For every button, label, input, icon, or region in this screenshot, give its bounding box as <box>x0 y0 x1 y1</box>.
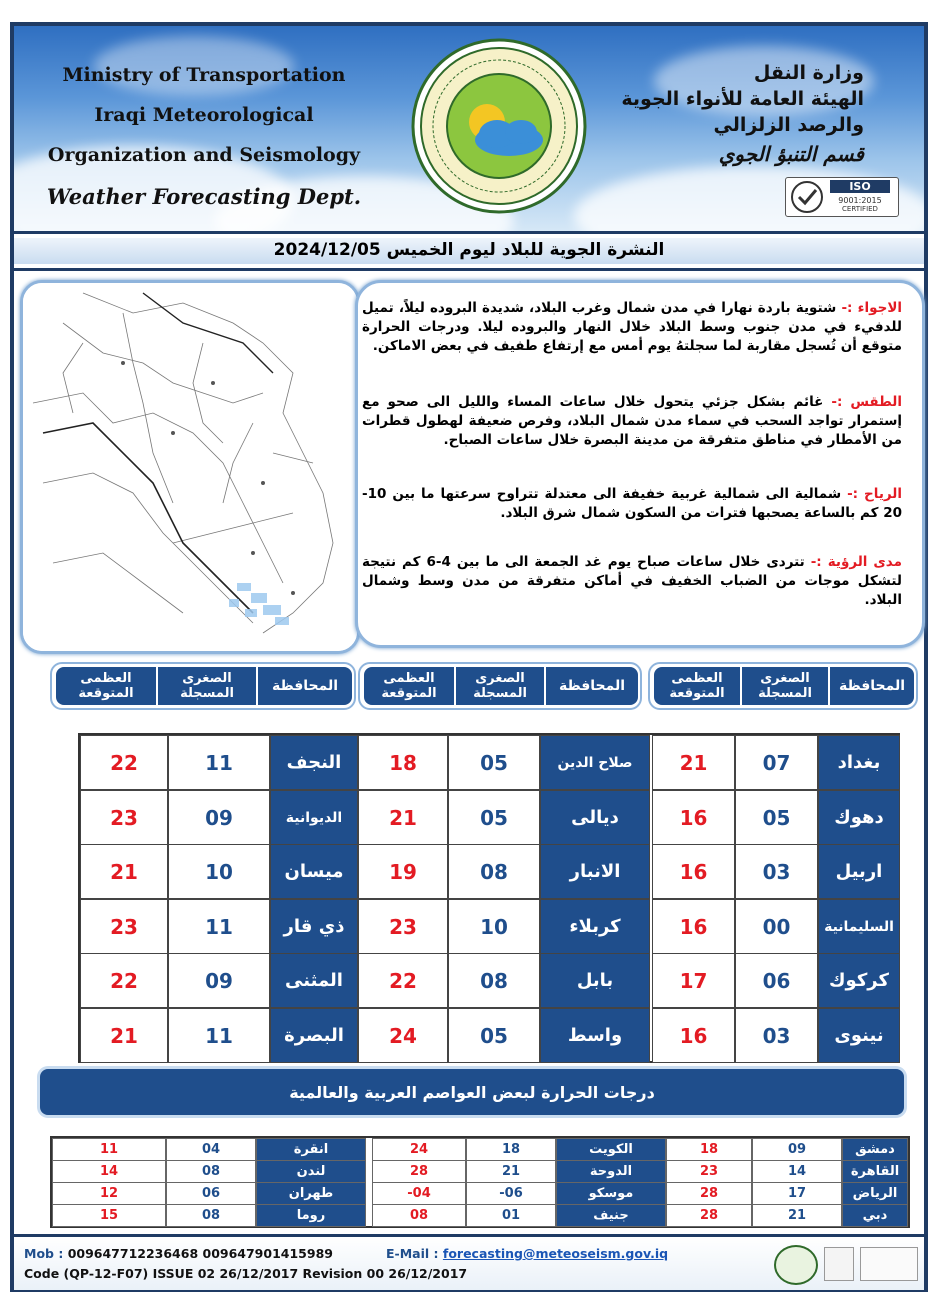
min-temp: 10 <box>168 844 270 899</box>
capital-max-temp: 14 <box>52 1160 166 1183</box>
weather-text: شتوية باردة نهارا في مدن شمال وغرب البلاد، شديدة البروده ليلاً، تميل للدفيء في مدن جنوب وسط البلاد خلال النهار والبروده ليلا. ودرجات الحرارة متوقع أن تُسجل مقاربة لما سجلتهُ يوم أمس مع إرتفاع طفيف في بعض الاماكن. <box>362 300 902 354</box>
min-temp: 00 <box>735 899 818 954</box>
forecast-condition-paragraph <box>362 393 902 450</box>
capital-min-temp: 21 <box>752 1204 842 1227</box>
province-name: الديوانية <box>270 790 358 845</box>
capital-max-temp: 24 <box>372 1138 466 1161</box>
min-temp: 03 <box>735 844 818 899</box>
capital-min-temp: 21 <box>466 1160 556 1183</box>
header-max: العظمى المتوقعة <box>56 667 156 705</box>
capital-name: جنيف <box>556 1204 666 1227</box>
capital-name: الدوحة <box>556 1160 666 1183</box>
province-name: السليمانية <box>818 899 900 954</box>
capital-max-temp: 28 <box>666 1182 752 1205</box>
iso-certified: CERTIFIED <box>842 205 878 213</box>
max-temp: 18 <box>358 735 448 790</box>
max-temp: 19 <box>358 844 448 899</box>
iso-certification-badge <box>785 177 899 217</box>
header-min: الصغرى المسجلة <box>456 667 544 705</box>
min-temp: 06 <box>735 953 818 1008</box>
province-name: بابل <box>540 953 650 1008</box>
capital-max-temp: 28 <box>666 1204 752 1227</box>
max-temp: 22 <box>358 953 448 1008</box>
forecast-visibility-paragraph <box>362 553 902 610</box>
capital-name: انقرة <box>256 1138 366 1161</box>
document-code: Code (QP-12-F07) ISSUE 02 26/12/2017 Revision 00 26/12/2017 <box>24 1266 468 1281</box>
department-name-ar: قسم التنبؤ الجوي <box>718 142 864 166</box>
max-temp: 22 <box>80 735 168 790</box>
min-temp: 08 <box>448 953 540 1008</box>
capital-max-temp: 12 <box>52 1182 166 1205</box>
ministry-name-en: Ministry of Transportation <box>62 64 346 86</box>
max-temp: 16 <box>652 1008 735 1063</box>
forecast-wind-paragraph <box>362 485 902 523</box>
table-header-group-3 <box>50 662 356 710</box>
capital-name: القاهرة <box>842 1160 908 1183</box>
min-temp: 09 <box>168 790 270 845</box>
capital-max-temp: 15 <box>52 1204 166 1227</box>
min-temp: 11 <box>168 1008 270 1063</box>
province-name: نينوى <box>818 1008 900 1063</box>
capital-min-temp: -06 <box>466 1182 556 1205</box>
capitals-temperature-table <box>50 1136 910 1228</box>
capital-name: موسكو <box>556 1182 666 1205</box>
capital-name: طهران <box>256 1182 366 1205</box>
capital-min-temp: 14 <box>752 1160 842 1183</box>
max-temp: 16 <box>652 899 735 954</box>
email-link[interactable]: forecasting@meteoseism.gov.iq <box>442 1246 669 1261</box>
table-header-group-1 <box>648 662 918 710</box>
header-min: الصغرى المسجلة <box>158 667 256 705</box>
province-name: المثنى <box>270 953 358 1008</box>
max-temp: 21 <box>358 790 448 845</box>
province-name: الانبار <box>540 844 650 899</box>
min-temp: 05 <box>735 790 818 845</box>
department-name-en: Weather Forecasting Dept. <box>46 184 362 209</box>
province-name: صلاح الدين <box>540 735 650 790</box>
min-temp: 05 <box>448 1008 540 1063</box>
max-temp: 16 <box>652 790 735 845</box>
capital-name: دمشق <box>842 1138 908 1161</box>
province-name: النجف <box>270 735 358 790</box>
capitals-section-title: درجات الحرارة لبعض العواصم العربية والعالمية <box>40 1069 904 1115</box>
forecast-weather-paragraph <box>362 299 902 356</box>
min-temp: 11 <box>168 899 270 954</box>
ministry-name-ar: وزارة النقل <box>753 62 864 84</box>
header-max: العظمى المتوقعة <box>654 667 740 705</box>
capital-min-temp: 06 <box>166 1182 256 1205</box>
visibility-label: مدى الرؤية :- <box>810 554 902 570</box>
max-temp: 16 <box>652 844 735 899</box>
max-temp: 23 <box>80 790 168 845</box>
max-temp: 24 <box>358 1008 448 1063</box>
province-name: دهوك <box>818 790 900 845</box>
min-temp: 07 <box>735 735 818 790</box>
capital-max-temp: 18 <box>666 1138 752 1161</box>
table-header-group-2 <box>358 662 642 710</box>
footer-logo-3 <box>860 1247 918 1281</box>
min-temp: 11 <box>168 735 270 790</box>
max-temp: 21 <box>652 735 735 790</box>
condition-label: الطقس :- <box>831 394 902 410</box>
header-province: المحافظة <box>258 667 352 705</box>
min-temp: 05 <box>448 735 540 790</box>
footer-logo-1 <box>774 1245 818 1285</box>
wind-text: شمالية الى شمالية غربية خفيفة الى معتدلة تتراوح سرعتها ما بين 10-20 كم بالساعة يصحبها فترات من السكون شمال شرق البلاد. <box>362 486 902 521</box>
capital-name: دبي <box>842 1204 908 1227</box>
province-name: واسط <box>540 1008 650 1063</box>
capital-name: الكويت <box>556 1138 666 1161</box>
capital-min-temp: 01 <box>466 1204 556 1227</box>
min-temp: 10 <box>448 899 540 954</box>
visibility-text: تتردى خلال ساعات صباح يوم غد الجمعة الى ما بين 4-6 كم نتيجة لتشكل موجات من الضباب الخفيف في أماكن متفرقة من مدن وسط وشمال البلاد. <box>362 554 902 608</box>
capital-min-temp: 08 <box>166 1204 256 1227</box>
max-temp: 22 <box>80 953 168 1008</box>
footer <box>14 1234 924 1290</box>
bulletin-title-bar <box>14 231 924 271</box>
capital-max-temp: -04 <box>372 1182 466 1205</box>
province-name: اربيل <box>818 844 900 899</box>
condition-text: غائم بشكل جزئي يتحول خلال ساعات المساء والليل الى صحو مع إستمرار تواجد السحب في سماء مدن شمال البلاد، وفرص ضعيفة لهطول قطرات من الأمطار في مناطق متفرقة من مدينة البصرة خلال ساعات الصباح. <box>362 394 902 448</box>
max-temp: 21 <box>80 1008 168 1063</box>
iso-standard: 9001:2015 <box>838 196 882 205</box>
capital-min-temp: 08 <box>166 1160 256 1183</box>
min-temp: 09 <box>168 953 270 1008</box>
capital-name: لندن <box>256 1160 366 1183</box>
capital-min-temp: 17 <box>752 1182 842 1205</box>
header-province: المحافظة <box>546 667 638 705</box>
header-max: العظمى المتوقعة <box>364 667 454 705</box>
provinces-temperature-table <box>78 733 900 1063</box>
capital-max-temp: 08 <box>372 1204 466 1227</box>
max-temp: 21 <box>80 844 168 899</box>
capital-min-temp: 18 <box>466 1138 556 1161</box>
header-province: المحافظة <box>830 667 914 705</box>
province-name: ذي قار <box>270 899 358 954</box>
iraq-weather-map <box>20 280 360 654</box>
bulletin-title: النشرة الجوية للبلاد ليوم الخميس 2024/12/05 <box>273 240 665 260</box>
organization-name-ar-2: والرصد الزلزالي <box>713 114 864 136</box>
header-min: الصغرى المسجلة <box>742 667 828 705</box>
capital-name: الرياض <box>842 1182 908 1205</box>
email-contact: E-Mail : forecasting@meteoseism.gov.iq <box>386 1246 669 1261</box>
province-name: كربلاء <box>540 899 650 954</box>
weather-label: الاجواء :- <box>841 300 902 316</box>
organization-name-ar-1: الهيئة العامة للأنواء الجوية <box>621 88 864 110</box>
mobile-contact: Mob : 009647712236468 009647901415989 <box>24 1246 333 1261</box>
capital-name: روما <box>256 1204 366 1227</box>
organization-name-en-2: Organization and Seismology <box>47 144 361 166</box>
wind-label: الرياح :- <box>847 486 902 502</box>
province-name: البصرة <box>270 1008 358 1063</box>
min-temp: 03 <box>735 1008 818 1063</box>
province-name: ميسان <box>270 844 358 899</box>
capital-min-temp: 04 <box>166 1138 256 1161</box>
capital-max-temp: 11 <box>52 1138 166 1161</box>
capital-max-temp: 23 <box>666 1160 752 1183</box>
iso-label: ISO <box>830 180 890 193</box>
max-temp: 17 <box>652 953 735 1008</box>
capital-max-temp: 28 <box>372 1160 466 1183</box>
min-temp: 05 <box>448 790 540 845</box>
forecast-text-panel <box>355 280 925 648</box>
capital-min-temp: 09 <box>752 1138 842 1161</box>
province-name: كركوك <box>818 953 900 1008</box>
province-name: بغداد <box>818 735 900 790</box>
organization-logo <box>409 36 589 216</box>
max-temp: 23 <box>80 899 168 954</box>
footer-logo-2 <box>824 1247 854 1281</box>
min-temp: 08 <box>448 844 540 899</box>
max-temp: 23 <box>358 899 448 954</box>
province-name: ديالى <box>540 790 650 845</box>
organization-name-en-1: Iraqi Meteorological <box>94 104 314 126</box>
